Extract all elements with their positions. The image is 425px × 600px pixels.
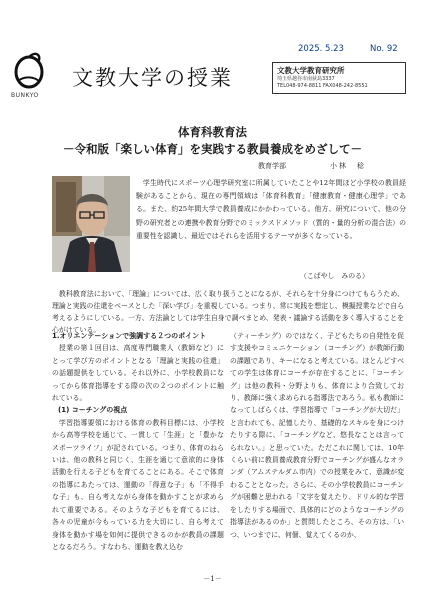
logo-wordmark: BUNKYO: [11, 92, 39, 99]
right-column: [230, 330, 404, 541]
article-title: 体育科教育法: [178, 125, 247, 139]
bunkyo-logo-icon: [12, 48, 46, 92]
page-number: －1－: [203, 575, 222, 583]
profile-signature: （こばやし みのる）: [300, 272, 369, 280]
intro-text: 教科教育法において、「理論」については、広く取り扱うことになるが、それらを十分身につけてもらうため、理論と実践の往還をベースとした「深い学び」を重視している。つまり、常に実践を想定し、模擬授業などで自ら考えるようにしている。一方、方法論としては学生自身で調べまとめ、発表・議論する活動を多く導入することを心がけている。: [52, 290, 404, 334]
author-name: 小林 稔: [330, 162, 366, 170]
author-photo: [52, 176, 130, 272]
left-paragraph-1: 授業の第１回目は、高度専門職業人（教師など）にとって学び方のポイントとなる「理論と実践の往還」の話題提供をしている。それ以外に、小学校教員になってから体育指導をする際の次の２つのポイントに触れている。: [52, 344, 224, 403]
right-paragraph-1: （ティーチング）のではなく、子どもたちの自発性を促す支援やコミュニケーション（コーチング）が教師行動の課題であり、キーになると考えている。ほとんどすべての学生は体育にコーチが存在することに、「コーチング」は他の教科・分野よりも、体育により合致しており、教師に強く求められる指導法であろう。私も教師になってしばらくは、学習指導で「コーチングが大切だ」と言われても、記憶したり、基礎的なスキルを身につけたりする際に、「コーチングなど、悠長なことは言ってられない。」と思っていた。ただこれに関しては、10年くらい前に教員養成教育分野でコーチングが盛んなオランダ（アムステルダム市内）での授業をみて、意識が変わることとなった。さらに、その小学校教員にコーチングが困難と思われる「文字を覚えたり、ドリル的な学習をしたりする場面で、具体的にどのようなコーチングの指導法があるのか」と質問したところ、その方は、「いつ、いつまでに、何個、覚えてくるのか、: [230, 332, 404, 539]
author-profile: [136, 177, 406, 243]
issue-number: No. 92: [370, 44, 398, 54]
article-subtitle: －令和版「楽しい体育」を実践する教員養成をめざして－: [63, 142, 362, 156]
institute-info-box: [272, 62, 406, 94]
issue-date: 2025. 5.23: [298, 44, 344, 54]
intro-paragraph: [52, 288, 404, 336]
subsection-heading: (1) コーチングの視点: [58, 406, 128, 415]
institute-address: 埼玉県越谷市南荻島3337: [277, 76, 335, 82]
left-column: [52, 330, 224, 553]
section-heading: 1.オリエンテーションで強調する２つのポイント: [52, 332, 207, 340]
profile-text: 学生時代にスポーツ心理学研究室に所属していたことや12年間ほど小学校の教員経験があることから、現在の専門領域は「体育科教育」「健康教育・健康心理学」である。また、約25年間大学で教員養成にかかわっている。他方、研究について、他の分野の研究者との連携や教育分野でのミックスドメソッド（質的・量的分析の混合法）の重要性を認識し、最近ではそれらを活用するテーマが多くなっている。: [136, 179, 406, 240]
author-department: 教育学部: [258, 162, 286, 170]
institute-phone: TEL048-974-8811 FAX048-242-8551: [277, 83, 368, 89]
institute-name: 文教大学教育研究所: [277, 66, 345, 75]
left-paragraph-2: 学習指導要領における体育の教科目標には、小学校から高等学校を通じて、一貫して「生涯」と「豊かなスポーツライフ」が記されている。つまり、体育のねらいは、他の教科と同じく、生涯を通じて意欲的に身体活動を行える子どもを育てることにある。そこで体育の指導にあたっては、運動の「得意な子」も「不得手な子」も、自ら考えながら身体を動かすことが求められて重要である。そのような子どもを育てるには、各々の児童が今もっている力を大切にし、自ら考えて身体を動かす場を如何に提供できるのかが教員の課題となるだろう。すなわち、運動を教え込む: [52, 418, 224, 551]
masthead-title: 文教大学の授業: [72, 66, 233, 90]
